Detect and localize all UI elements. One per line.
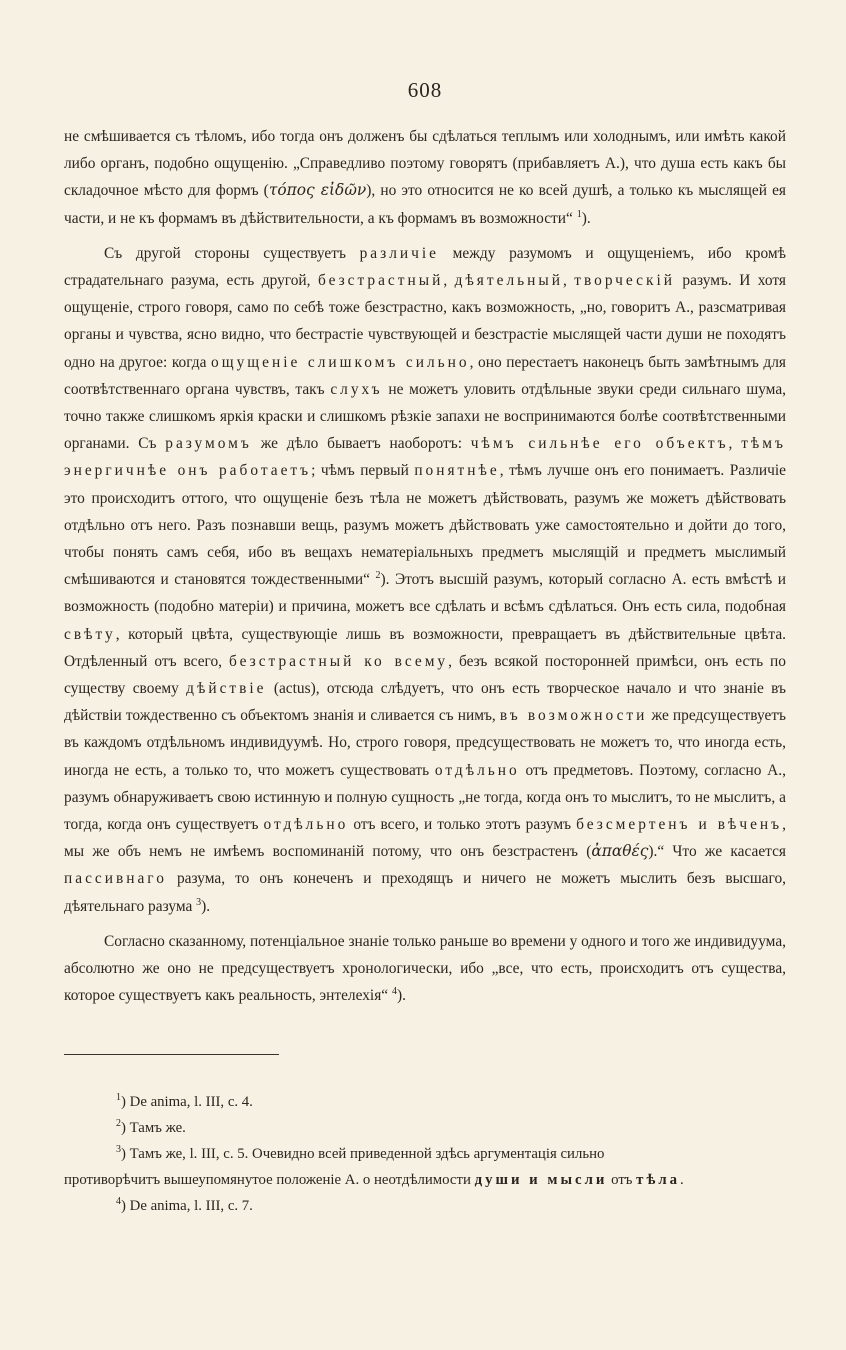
spaced-emphasis: ощущеніе слишкомъ сильно: [211, 353, 470, 371]
footnote: [64, 1193, 786, 1219]
text-run: ).: [396, 987, 406, 1005]
paragraph: [64, 240, 786, 920]
spaced-emphasis: чѣмъ сильнѣе его объектъ: [470, 435, 729, 453]
spaced-emphasis: пассивнаго: [64, 870, 167, 888]
text-run: (actus), отсюда слѣдуетъ, что онъ есть творческое начало и что знаніе въ дѣйствіи тождественно съ объектомъ знанія и сливается съ нимъ,: [64, 680, 786, 725]
text-run: ).: [581, 209, 591, 227]
text-run: ). Этотъ высшій разумъ, который согласно А. есть вмѣстѣ и возможность (подобно матеріи) и причина, можетъ все сдѣлать и всѣмъ сдѣлаться. Онъ есть сила, подобная: [64, 571, 786, 616]
footnotes: [64, 1089, 786, 1219]
text-run: разумъ. И хотя ощущеніе, строго говоря, само по себѣ тоже безстрастно, какъ возможность, „но, говоритъ А., разсматривая органы и чувства, ясно видно, что бестрастіе чувствующей и безстрастіе мыслящей части души не походятъ одно на другое: когда: [64, 272, 786, 371]
footnote: [64, 1115, 786, 1141]
footnote-text: ) Тамъ же.: [121, 1119, 186, 1136]
paragraph: [64, 123, 786, 232]
text-run: , безъ всякой посторонней примѣси, онъ есть по существу своему: [64, 652, 786, 698]
footnote-text: ) De anima, l. III, c. 7.: [121, 1197, 253, 1214]
text-run: не смѣшивается съ тѣломъ, ибо тогда онъ долженъ бы сдѣлаться теплымъ или холоднымъ, или имѣть какой либо органъ, подобно ощущенію. „Справедливо поэтому говорятъ (прибавляетъ А.), что душа есть какъ бы складочное мѣсто для формъ (: [64, 128, 786, 200]
spaced-emphasis: тѣла: [636, 1171, 681, 1188]
text-run: ,: [728, 435, 742, 453]
footnote-divider: [64, 1054, 279, 1055]
text-run: , который цвѣта, существующіе лишь въ возможности, превращаетъ въ дѣйствительные цвѣта. Отдѣленный отъ всего,: [64, 625, 786, 670]
text-run: между разумомъ и ощущеніемъ, ибо кромѣ страдательнаго разума, есть другой,: [64, 244, 786, 290]
spaced-emphasis: безсмертенъ и вѣченъ: [576, 816, 783, 834]
spaced-emphasis: дѣятельный: [454, 272, 563, 290]
text-run: разума, то онъ конеченъ и преходящъ и ничего не можетъ мыслить безъ высшаго, дѣятельнаго разума: [64, 870, 786, 915]
paragraph: [64, 928, 786, 1010]
text-run: , оно перестаетъ наконецъ быть замѣтнымъ для соотвѣтственнаго органа чувствъ, такъ: [64, 353, 786, 398]
spaced-emphasis: отдѣльно: [263, 816, 349, 834]
footnote-text: ) Тамъ же, l. III, c. 5. Очевидно всей приведенной здѣсь аргументація сильно: [121, 1145, 605, 1162]
footnote-ref: 4: [391, 986, 397, 998]
text-run: ,: [562, 272, 575, 290]
footnote-ref: 2: [375, 570, 381, 582]
footnote-continuation: [64, 1167, 786, 1193]
greek-term: τόπος εἰδῶν: [268, 181, 367, 200]
text-run: ), но это относится не ко всей душѣ, а только къ мыслящей ея части, и не къ формамъ въ дѣйствительности, а къ формамъ въ возможности“: [64, 182, 787, 227]
footnote-mark: 1: [116, 1091, 121, 1103]
text-run: ,: [443, 272, 455, 290]
spaced-emphasis: безстрастный: [317, 272, 444, 290]
text-run: , мы же объ немъ не имѣемъ воспоминаній потому, что онъ безстрастенъ (: [64, 816, 786, 861]
spaced-emphasis: отдѣльно: [434, 761, 520, 779]
text-run: ; чѣмъ первый: [311, 462, 415, 480]
footnote: [64, 1089, 786, 1115]
spaced-emphasis: свѣту: [64, 625, 116, 643]
text-run: же дѣло бываетъ наоборотъ:: [251, 435, 471, 453]
footnote-mark: 4: [116, 1195, 121, 1207]
footnote-ref: 1: [576, 208, 582, 220]
text-run: .: [680, 1171, 684, 1188]
spaced-emphasis: слухъ: [330, 380, 383, 398]
text-run: отъ предметовъ. Поэтому, согласно А., разумъ обнаруживаетъ свою истинную и полную сущность „не тогда, когда онъ то мыслитъ, то не мыслитъ, а тогда, когда онъ существуетъ: [64, 761, 786, 834]
spaced-emphasis: понятнѣе: [414, 462, 500, 480]
spaced-emphasis: различіе: [359, 244, 439, 262]
text-run: не можетъ уловить отдѣльные звуки среди сильнаго шума, точно также слишкомъ яркія краски и слишкомъ рѣзкіе запахи не воспринимаются болѣе соотвѣтственными органами. Съ: [64, 380, 786, 453]
spaced-emphasis: безстрастный ко всему: [228, 652, 449, 670]
spaced-emphasis: разумомъ: [165, 435, 252, 453]
footnote-mark: 2: [116, 1117, 121, 1129]
greek-term: ἀπαθές: [591, 842, 649, 861]
footnote-ref: 3: [196, 896, 202, 908]
page-number: 608: [407, 78, 443, 102]
spaced-emphasis: въ возможности: [499, 707, 648, 725]
text-run: противорѣчитъ вышеупомянутое положеніе А. о неотдѣлимости: [64, 1171, 475, 1188]
footnote-mark: 3: [116, 1143, 121, 1155]
footnote: [64, 1141, 786, 1167]
body-text: [64, 123, 786, 1010]
text-run: отъ: [607, 1171, 637, 1188]
spaced-emphasis: души и мысли: [474, 1171, 608, 1188]
footnote-text: ) De anima, l. III, c. 4.: [121, 1093, 253, 1110]
text-run: Съ другой стороны существуетъ: [104, 244, 360, 262]
text-run: Согласно сказанному, потенціальное знаніе только раньше во времени у одного и того же индивидуума, абсолютно же оно не предсуществуетъ хронологически, ибо „все, что есть, происходитъ отъ существа, которое существуетъ какъ реальность, энтелехія“: [64, 932, 786, 1005]
spaced-emphasis: творческій: [574, 272, 675, 290]
text-run: же предсуществуетъ въ каждомъ отдѣльномъ индивидуумѣ. Но, строго говоря, предсуществовать не можетъ то, что иногда есть, иногда не есть, а только то, что можетъ существовать: [64, 707, 787, 779]
text-run: , тѣмъ лучше онъ его понимаетъ. Различіе это происходитъ оттого, что ощущеніе безъ тѣла не можетъ дѣйствовать, разумъ же можетъ дѣйствовать отдѣльно отъ него. Разъ познавши вещь, разумъ можетъ дѣйствовать уже самостоятельно и дойти до того, чтобы понять самъ себя, ибо въ вещахъ нематеріальныхъ предметъ мыслящій и предметъ мыслимый смѣшиваются и становятся тождественными“: [64, 462, 786, 589]
text-run: отъ всего, и только этотъ разумъ: [348, 816, 577, 834]
spaced-emphasis: тѣмъ энергичнѣе онъ работаетъ: [64, 435, 786, 480]
text-run: ).: [201, 897, 211, 915]
text-run: ).“ Что же касается: [648, 843, 786, 861]
spaced-emphasis: дѣйствіе: [186, 680, 267, 698]
